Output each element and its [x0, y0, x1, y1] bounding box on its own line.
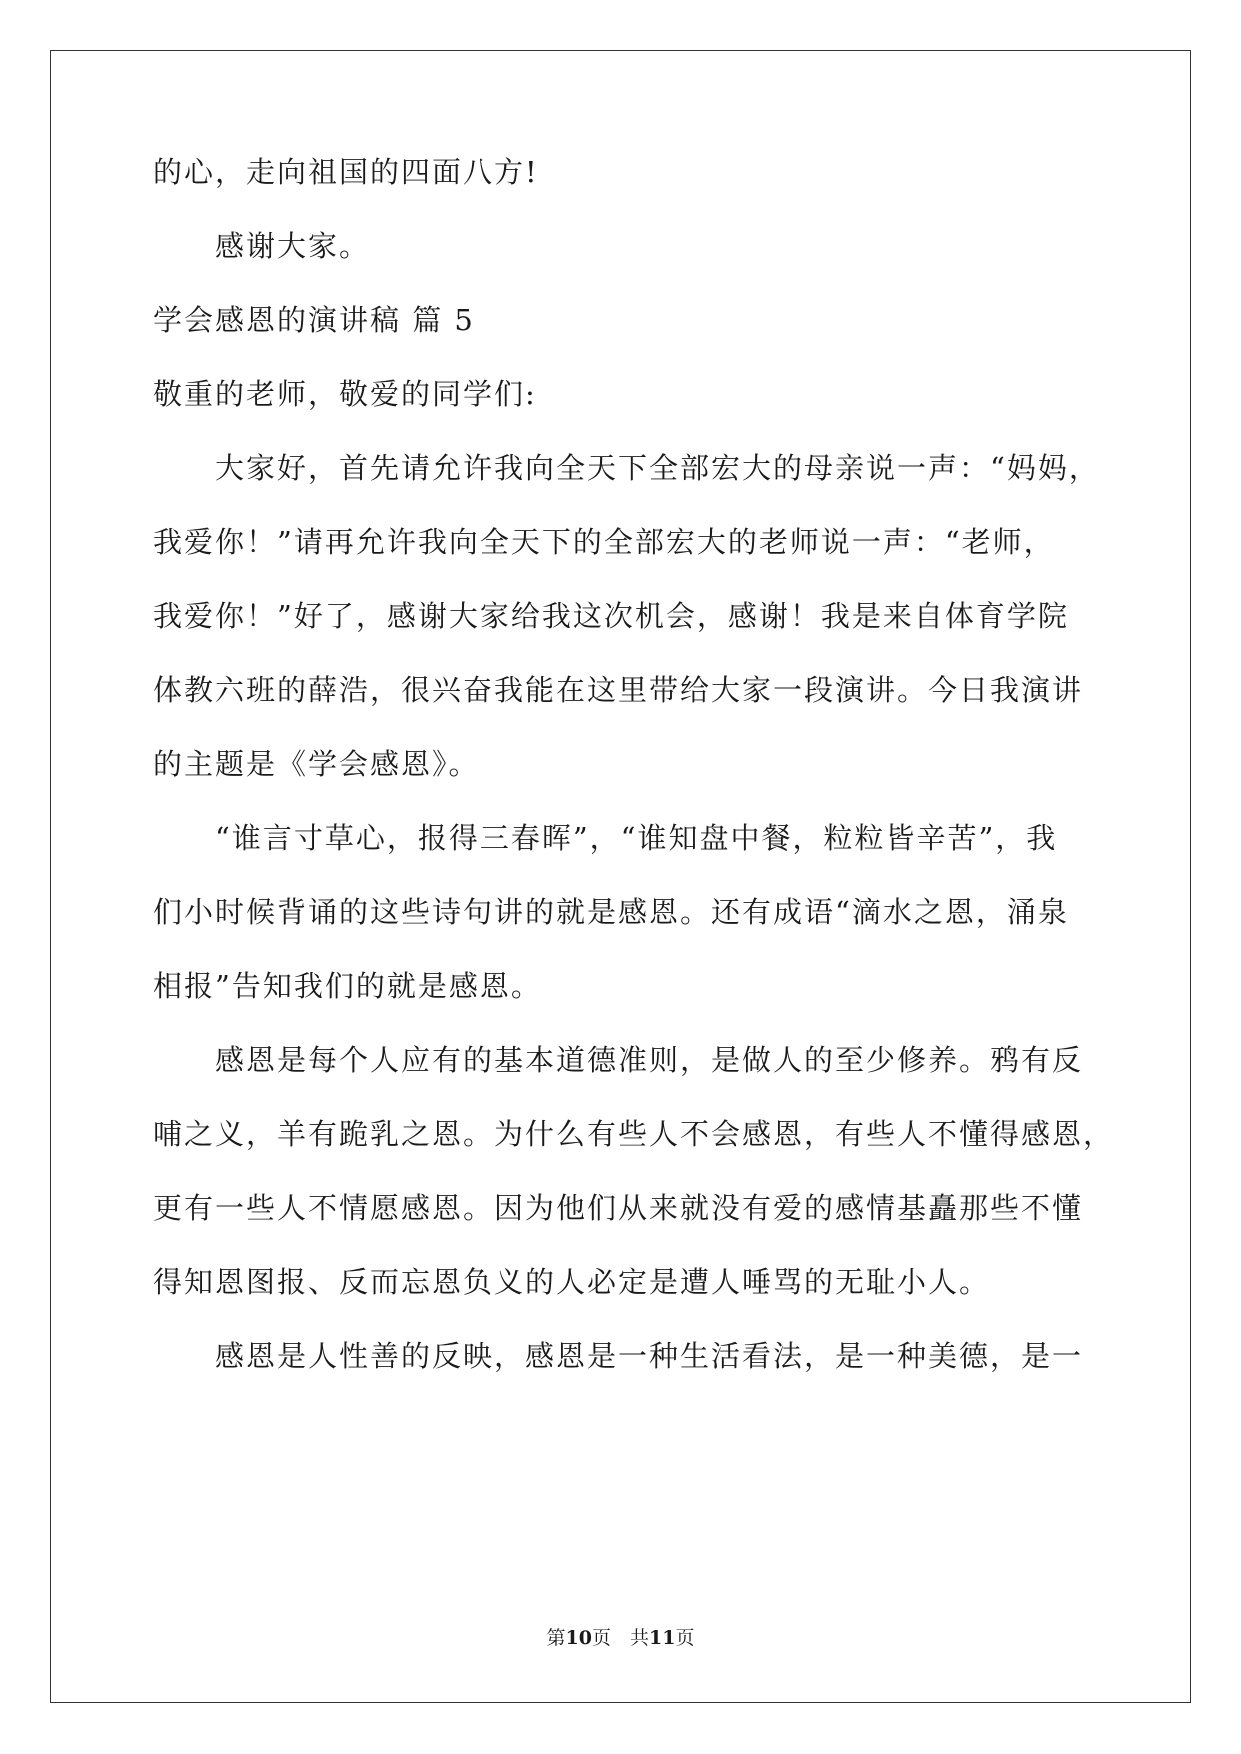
- text-line: 更有一些人不情愿感恩。因为他们从来就没有爱的感情基矗那些不懂: [153, 1191, 1084, 1225]
- current-page-number: 10: [565, 1627, 592, 1649]
- text-line: 哺之义，羊有跪乳之恩。为什么有些人不会感恩，有些人不懂得感恩，: [153, 1117, 1115, 1151]
- text-line: 感谢大家。: [153, 229, 371, 263]
- text-line: 我爱你！”好了，感谢大家给我这次机会，感谢！我是来自体育学院: [153, 599, 1069, 633]
- text-line: 体教六班的薛浩，很兴奋我能在这里带给大家一段演讲。今日我演讲: [153, 673, 1084, 707]
- footer-suffix: 页: [675, 1627, 695, 1649]
- page-border: [50, 50, 1191, 1703]
- salutation: 敬重的老师，敬爱的同学们:: [153, 377, 537, 411]
- total-page-number: 11: [649, 1627, 676, 1649]
- footer-prefix: 第: [546, 1627, 566, 1649]
- page-footer: [0, 1624, 1241, 1652]
- text-line: 感恩是人性善的反映，感恩是一种生活看法，是一种美德，是一: [153, 1339, 1084, 1373]
- text-line: 大家好，首先请允许我向全天下全部宏大的母亲说一声：“妈妈，: [153, 451, 1100, 485]
- text-line: “谁言寸草心，报得三春晖”，“谁知盘中餐，粒粒皆辛苦”，我: [153, 821, 1058, 855]
- text-line: 的心，走向祖国的四面八方!: [153, 155, 539, 189]
- text-line: 得知恩图报、反而忘恩负义的人必定是遭人唾骂的无耻小人。: [153, 1265, 991, 1299]
- text-line: 们小时候背诵的这些诗句讲的就是感恩。还有成语“滴水之恩，涌泉: [153, 895, 1069, 929]
- text-line: 的主题是《学会感恩》。: [153, 747, 480, 781]
- footer-middle: 页 共: [591, 1627, 649, 1649]
- text-line: 相报”告知我们的就是感恩。: [153, 969, 542, 1003]
- text-line: 感恩是每个人应有的基本道德准则，是做人的至少修养。鸦有反: [153, 1043, 1084, 1077]
- section-heading: 学会感恩的演讲稿 篇 5: [153, 303, 475, 337]
- text-line: 我爱你！”请再允许我向全天下的全部宏大的老师说一声：“老师，: [153, 525, 1055, 559]
